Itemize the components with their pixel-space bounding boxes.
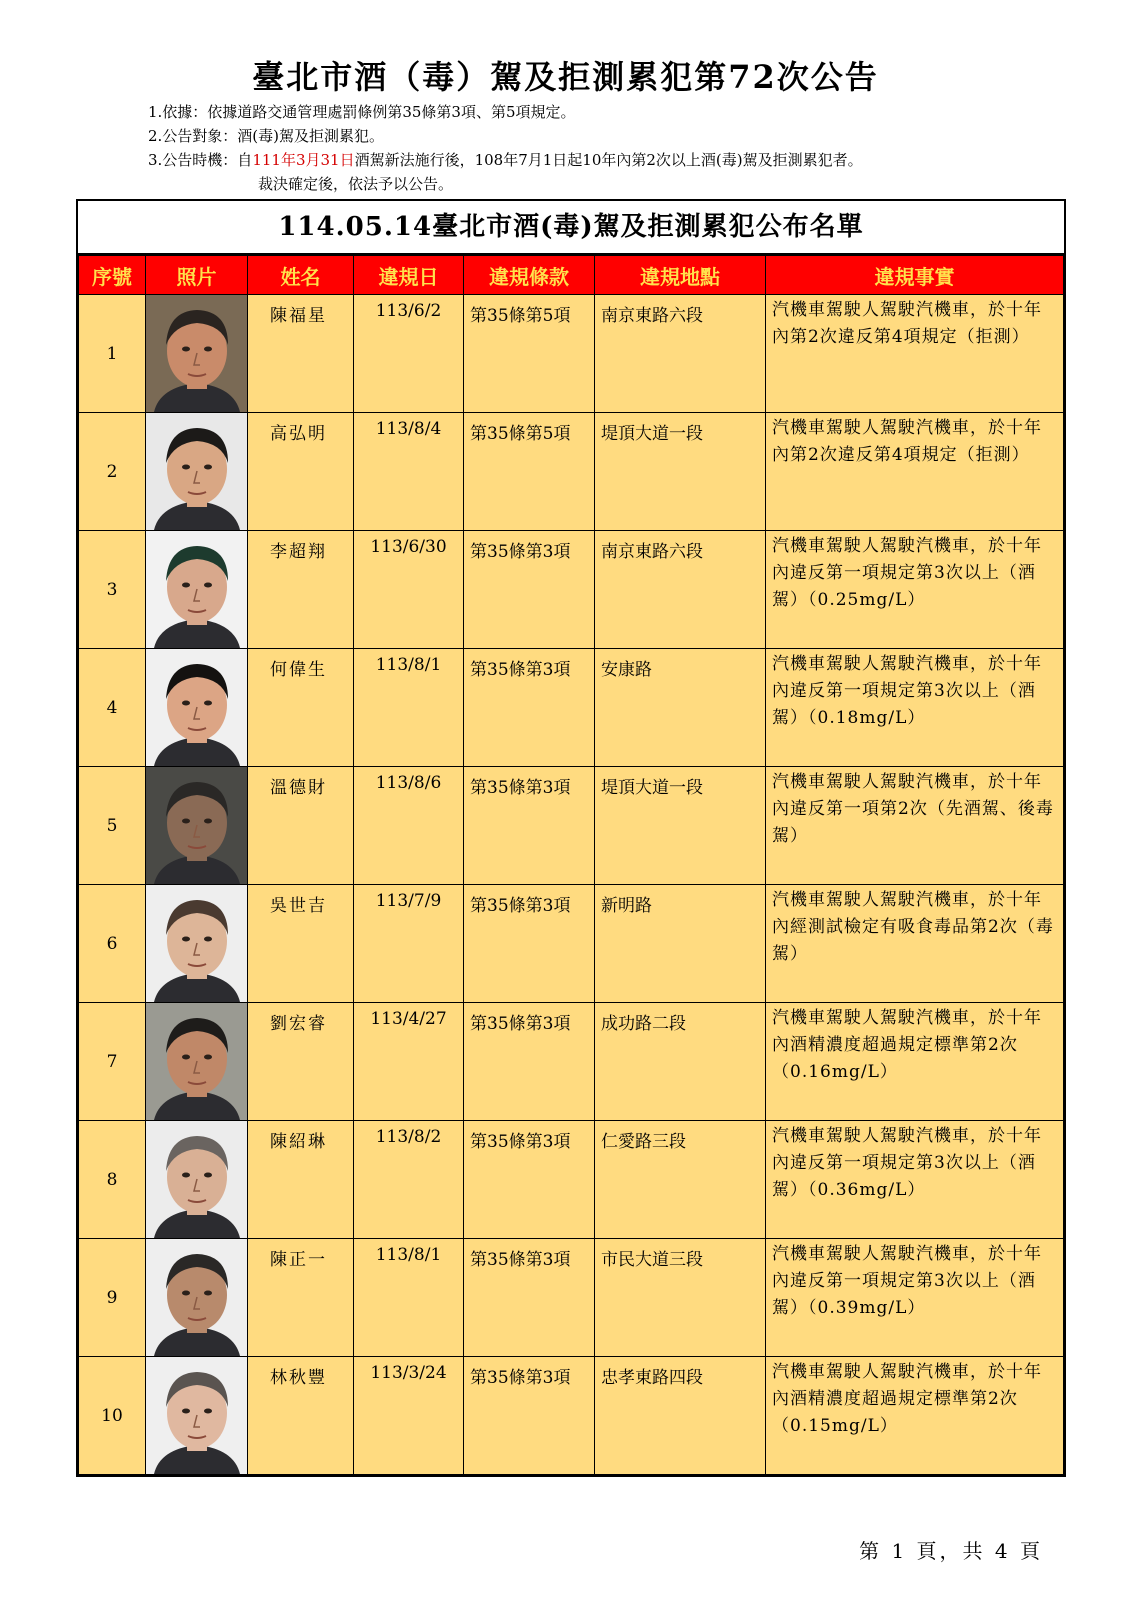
rule-timing [148,148,863,172]
table-row [79,1003,1064,1121]
violation-clause: 第35條第3項 [464,1357,595,1475]
violation-clause: 第35條第3項 [464,649,595,767]
rule-timing-date: 111年3月31日 [252,151,355,169]
portrait-image [146,413,247,530]
row-number: 4 [79,649,146,767]
portrait-image [146,885,247,1002]
offender-name: 陳紹琳 [248,1121,354,1239]
violation-fact: 汽機車駕駛人駕駛汽機車，於十年內違反第一項規定第3次以上（酒駕）（0.25mg/L） [766,531,1064,649]
row-number: 10 [79,1357,146,1475]
violation-fact: 汽機車駕駛人駕駛汽機車，於十年內酒精濃度超過規定標準第2次（0.15mg/L） [766,1357,1064,1475]
violation-place: 忠孝東路四段 [595,1357,766,1475]
portrait-image [146,531,247,648]
violation-place: 成功路二段 [595,1003,766,1121]
violation-clause: 第35條第3項 [464,885,595,1003]
portrait-image [146,295,247,412]
violation-clause: 第35條第5項 [464,295,595,413]
announcement-rules [148,100,863,196]
offender-photo [146,885,248,1003]
violation-clause: 第35條第3項 [464,1239,595,1357]
offender-name: 高弘明 [248,413,354,531]
violation-fact: 汽機車駕駛人駕駛汽機車，於十年內違反第一項第2次（先酒駕、後毒駕） [766,767,1064,885]
header-no: 序號 [79,256,146,295]
board-title: 114.05.14臺北市酒(毒)駕及拒測累犯公布名單 [78,201,1064,255]
offender-name: 陳正一 [248,1239,354,1357]
violation-date: 113/8/4 [354,413,464,531]
offender-name: 李超翔 [248,531,354,649]
table-row [79,1239,1064,1357]
violation-date: 113/3/24 [354,1357,464,1475]
row-number: 9 [79,1239,146,1357]
violation-place: 堤頂大道一段 [595,767,766,885]
row-number: 6 [79,885,146,1003]
violation-clause: 第35條第5項 [464,413,595,531]
table-row [79,531,1064,649]
violation-date: 113/7/9 [354,885,464,1003]
row-number: 3 [79,531,146,649]
violation-place: 南京東路六段 [595,295,766,413]
offender-photo [146,531,248,649]
table-row [79,649,1064,767]
offender-photo [146,1239,248,1357]
portrait-image [146,649,247,766]
offender-name: 吳世吉 [248,885,354,1003]
header-place: 違規地點 [595,256,766,295]
violation-date: 113/6/2 [354,295,464,413]
violation-place: 新明路 [595,885,766,1003]
rule-target: 2.公告對象：酒(毒)駕及拒測累犯。 [148,127,385,145]
row-number: 2 [79,413,146,531]
page-number: 第 1 頁，共 4 頁 [859,1539,1043,1563]
portrait-image [146,1121,247,1238]
header-photo: 照片 [146,256,248,295]
header-clause: 違規條款 [464,256,595,295]
table-row [79,1121,1064,1239]
offender-list-board [76,199,1066,1477]
violation-place: 安康路 [595,649,766,767]
offender-name: 林秋豐 [248,1357,354,1475]
offender-photo [146,1121,248,1239]
violation-date: 113/8/6 [354,767,464,885]
violation-fact: 汽機車駕駛人駕駛汽機車，於十年內第2次違反第4項規定（拒測） [766,295,1064,413]
violation-place: 市民大道三段 [595,1239,766,1357]
violation-fact: 汽機車駕駛人駕駛汽機車，於十年內酒精濃度超過規定標準第2次（0.16mg/L） [766,1003,1064,1121]
rule-timing-prefix: 3.公告時機：自 [148,151,253,169]
table-row [79,413,1064,531]
violation-clause: 第35條第3項 [464,1003,595,1121]
violation-place: 仁愛路三段 [595,1121,766,1239]
offender-photo [146,295,248,413]
offender-photo [146,1357,248,1475]
portrait-image [146,1239,247,1356]
header-date: 違規日 [354,256,464,295]
offender-name: 陳福星 [248,295,354,413]
offender-photo [146,649,248,767]
row-number: 7 [79,1003,146,1121]
violation-date: 113/6/30 [354,531,464,649]
violation-clause: 第35條第3項 [464,1121,595,1239]
violation-date: 113/4/27 [354,1003,464,1121]
table-row [79,767,1064,885]
offender-name: 何偉生 [248,649,354,767]
violation-clause: 第35條第3項 [464,531,595,649]
offender-photo [146,413,248,531]
offender-table [78,255,1064,1475]
violation-date: 113/8/2 [354,1121,464,1239]
offender-name: 劉宏睿 [248,1003,354,1121]
table-row [79,1357,1064,1475]
row-number: 5 [79,767,146,885]
portrait-image [146,1003,247,1120]
violation-fact: 汽機車駕駛人駕駛汽機車，於十年內違反第一項規定第3次以上（酒駕）（0.39mg/L） [766,1239,1064,1357]
page-title: 臺北市酒（毒）駕及拒測累犯第72次公告 [252,58,879,96]
violation-fact: 汽機車駕駛人駕駛汽機車，於十年內第2次違反第4項規定（拒測） [766,413,1064,531]
row-number: 1 [79,295,146,413]
violation-clause: 第35條第3項 [464,767,595,885]
offender-name: 溫德財 [248,767,354,885]
header-fact: 違規事實 [766,256,1064,295]
table-row [79,295,1064,413]
violation-place: 南京東路六段 [595,531,766,649]
portrait-image [146,1357,247,1474]
rule-timing-suffix: 酒駕新法施行後，108年7月1日起10年內第2次以上酒(毒)駕及拒測累犯者。 [354,151,863,169]
violation-date: 113/8/1 [354,649,464,767]
rule-timing-continuation: 裁決確定後，依法予以公告。 [258,175,454,193]
violation-fact: 汽機車駕駛人駕駛汽機車，於十年內違反第一項規定第3次以上（酒駕）（0.36mg/L） [766,1121,1064,1239]
table-body [79,295,1064,1475]
rule-basis: 1.依據：依據道路交通管理處罰條例第35條第3項、第5項規定。 [148,103,576,121]
table-row [79,885,1064,1003]
row-number: 8 [79,1121,146,1239]
violation-fact: 汽機車駕駛人駕駛汽機車，於十年內經測試檢定有吸食毒品第2次（毒駕） [766,885,1064,1003]
header-name: 姓名 [248,256,354,295]
portrait-image [146,767,247,884]
table-header-row [79,256,1064,295]
offender-photo [146,767,248,885]
offender-photo [146,1003,248,1121]
violation-fact: 汽機車駕駛人駕駛汽機車，於十年內違反第一項規定第3次以上（酒駕）（0.18mg/L） [766,649,1064,767]
violation-place: 堤頂大道一段 [595,413,766,531]
violation-date: 113/8/1 [354,1239,464,1357]
